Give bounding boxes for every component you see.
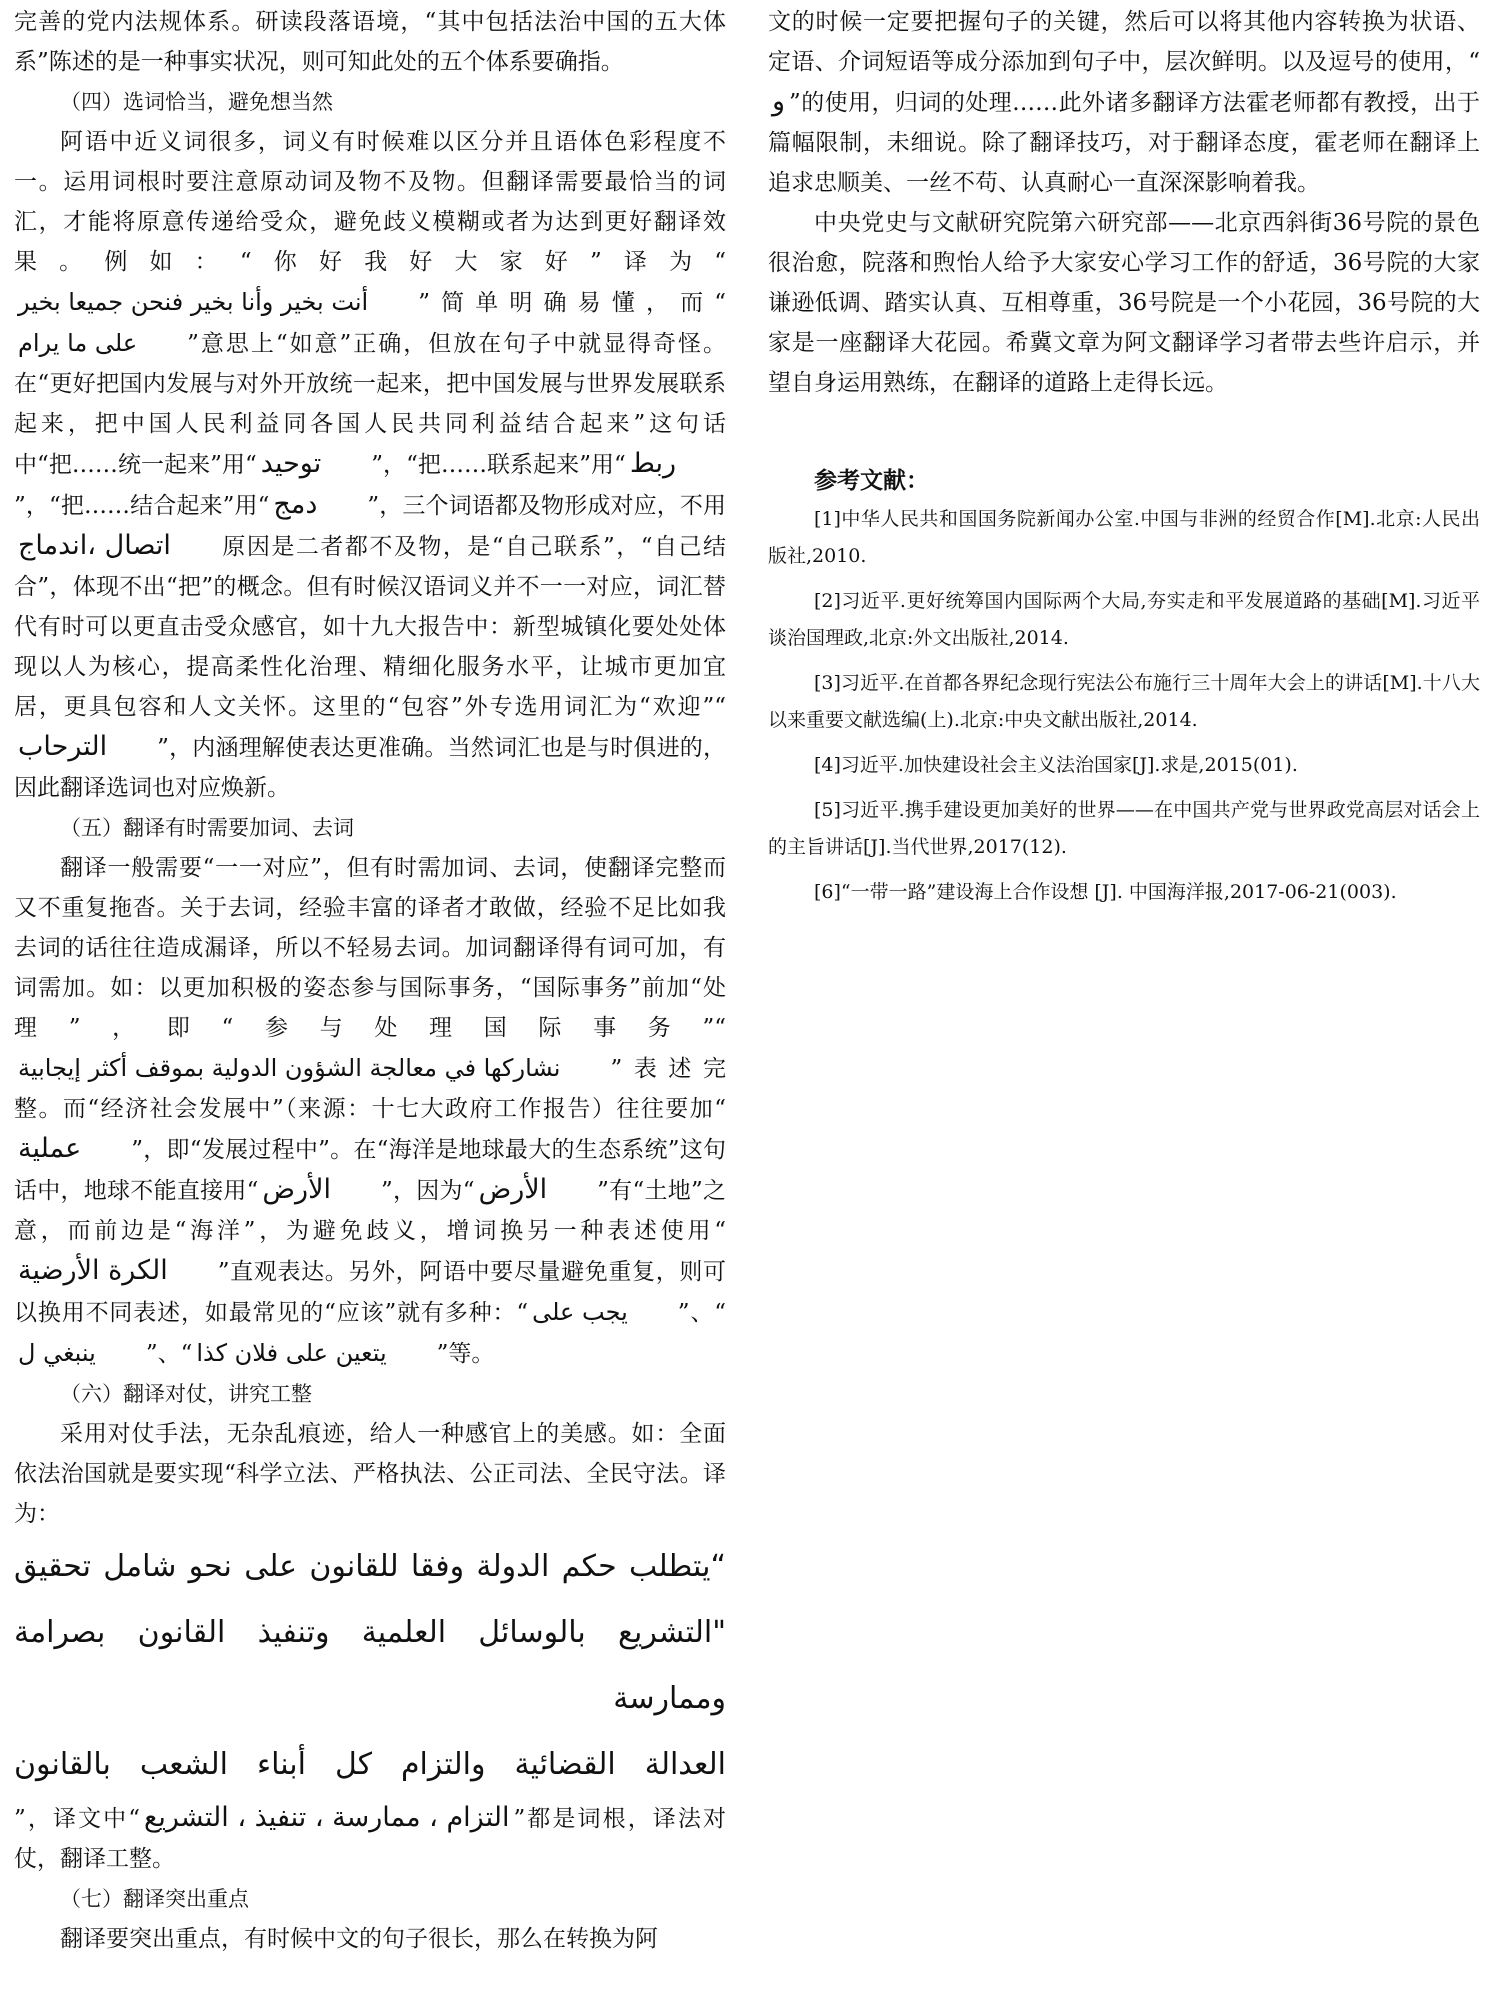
reference-item: [3]习近平.在首都各界纪念现行宪法公布施行三十周年大会上的讲话[M].十八大以来重要文献选编(上).北京:中央文献出版社,2014.: [768, 672, 1480, 731]
heading-section-4: （四）选词恰当，避免想当然: [60, 90, 333, 114]
paragraph-section3-end: 完善的党内法规体系。研读段落语境，“其中包括法治中国的五大体系”陈述的是一种事实状况，则可知此处的五个体系要确指。: [14, 9, 726, 75]
paragraph-conclusion: 中央党史与文献研究院第六研究部——北京西斜街36号院的景色很治愈，院落和煦怡人给予大家安心学习工作的舒适，36号院的大家谦逊低调、踏实认真、互相尊重，36号院是一个小花园，36号院的大家是一座翻译大花园。希冀文章为阿文翻译学习者带去些许启示，并望自身运用熟练，在翻译的道路上走得长远。: [768, 210, 1480, 396]
paragraph-emphasis-cont: 文的时候一定要把握句子的关键，然后可以将其他内容转换为状语、定语、介词短语等成分添加到句子中，层次鲜明。以及逗号的使用，“و ”的使用，归词的处理……此外诸多翻译方法霍老师都有教授，出于篇幅限制，未细说。除了翻译技巧，对于翻译态度，霍老师在翻译上追求忠顺美、一丝不苟、认真耐心一直深深影响着我。: [768, 9, 1480, 196]
paragraph-add-remove-words: 翻译一般需要“一一对应”，但有时需加词、去词，使翻译完整而又不重复拖沓。关于去词，经验丰富的译者才敢做，经验不足比如我去词的话往往造成漏译，所以不轻易去词。加词翻译得有词可加，有词需加。如：以更加积极的姿态参与国际事务，“国际事务”前加“处理”，即“参与处理国际事务”“نشاركها في معالجة الشؤون الدولية بموقف أكثر إيجابية ”表述完整。而“经济社会发展中”（来源：十七大政府工作报告）往往要加“عملية ”，即“发展过程中”。在“海洋是地球最大的生态系统”这句话中，地球不能直接用“ الأرض ”，因为“ الأرض ”有“土地”之意，而前边是“海洋”，为避免歧义，增词换另一种表述使用“الكرة الأرضية ”直观表达。另外，阿语中要尽量避免重复，则可以换用不同表述，如最常见的“应该”就有多种：“ يجب على ”、“ينبغي ل ”、“ يتعين على فلان كذا ”等。: [14, 848, 726, 1374]
references-heading: 参考文献：: [814, 467, 929, 494]
paragraph-word-choice: 阿语中近义词很多，词义有时候难以区分并且语体色彩程度不一。运用词根时要注意原动词及物不及物。但翻译需要最恰当的词汇，才能将原意传递给受众，避免歧义模糊或者为达到更好翻译效果。例如：“你好我好大家好”译为“أنت بخير وأنا بخير فنحن جميعا بخير ”简单明确易懂，而“على ما يرام ”意思上“如意”正确，但放在句子中就显得奇怪。在“更好把国内发展与对外开放统一起来，把中国发展与世界发展联系起来，把中国人民利益同各国人民共同利益结合起来”这句话中“把……统一起来”用“ توحيد ”，“把……联系起来”用“ ربط”，“把……结合起来”用“ دمج ”，三个词语都及物形成对应，不用اتصال ،اندماج 原因是二者都不及物，是“自己联系”，“自己结合”，体现不出“把”的概念。但有时候汉语词义并不一一对应，词汇替代有时可以更直击受众感官，如十九大报告中：新型城镇化要处处体现以人为核心，提高柔性化治理、精细化服务水平，让城市更加宜居，更具包容和人文关怀。这里的“包容”外专选用词汇为“欢迎”“الترحاب ”，内涵理解使表达更准确。当然词汇也是与时俱进的，因此翻译选词也对应焕新。: [14, 129, 726, 801]
arabic-word: يجب على: [532, 1298, 628, 1326]
arabic-translation-block: [14, 1534, 726, 1798]
reference-item: [1]中华人民共和国国务院新闻办公室.中国与非洲的经贸合作[M].北京:人民出版社,2010.: [768, 508, 1480, 567]
arabic-line: “يتطلب حكم الدولة وفقا للقانون على نحو شامل تحقيق: [14, 1549, 726, 1584]
arabic-word: و: [772, 86, 786, 117]
arabic-line: العدالة القضائية والتزام كل أبناء الشعب بالقانون: [14, 1747, 726, 1782]
arabic-word: دمج: [273, 489, 318, 520]
arabic-word: الترحاب: [18, 731, 108, 762]
right-column: [768, 2, 1480, 919]
arabic-phrase: على ما يرام: [18, 329, 138, 357]
arabic-word: توحيد: [260, 448, 322, 479]
arabic-word: الأرض: [262, 1174, 331, 1205]
paragraph-emphasis: 翻译要突出重点，有时候中文的句子很长，那么在转换为阿: [60, 1926, 658, 1952]
reference-list: [768, 501, 1480, 911]
heading-section-6: （六）翻译对仗，讲究工整: [60, 1382, 312, 1406]
paragraph-parallelism: 采用对仗手法，无杂乱痕迹，给人一种感官上的美感。如：全面依法治国就是要实现“科学立法、严格执法、公正司法、全民守法。译为：: [14, 1421, 726, 1527]
reference-item: [4]习近平.加快建设社会主义法治国家[J].求是,2015(01).: [814, 754, 1298, 776]
reference-item: [2]习近平.更好统筹国内国际两个大局,夯实走和平发展道路的基础[M].习近平谈治国理政,北京:外文出版社,2014.: [768, 590, 1480, 649]
arabic-word: ينبغي ل: [18, 1339, 96, 1367]
reference-item: [6]“一带一路”建设海上合作设想 [J]. 中国海洋报,2017-06-21(003).: [814, 881, 1397, 903]
paragraph-word-roots: ”，译文中“ التزام ، ممارسة ، تنفيذ ، التشريع ”都是词根，译法对仗，翻译工整。: [14, 1798, 726, 1879]
arabic-word: اتصال ،اندماج: [18, 530, 171, 561]
arabic-word: الكرة الأرضية: [18, 1255, 168, 1286]
arabic-word: عملية: [18, 1133, 82, 1164]
heading-section-5: （五）翻译有时需要加词、去词: [60, 816, 354, 840]
arabic-phrase: التزام ، ممارسة ، تنفيذ ، التشريع: [144, 1802, 510, 1833]
arabic-phrase: أنت بخير وأنا بخير فنحن جميعا بخير: [18, 288, 369, 316]
arabic-phrase: نشاركها في معالجة الشؤون الدولية بموقف أكثر إيجابية: [18, 1054, 561, 1082]
arabic-phrase: يتعين على فلان كذا: [196, 1339, 387, 1367]
arabic-word: الأرض: [478, 1174, 548, 1205]
arabic-word: ربط: [629, 448, 676, 479]
reference-item: [5]习近平.携手建设更加美好的世界——在中国共产党与世界政党高层对话会上的主旨讲话[J].当代世界,2017(12).: [768, 799, 1480, 858]
left-column: [14, 2, 726, 1959]
heading-section-7: （七）翻译突出重点: [60, 1887, 249, 1911]
arabic-line: "التشريع بالوسائل العلمية وتنفيذ القانون بصرامة وممارسة: [14, 1615, 726, 1716]
